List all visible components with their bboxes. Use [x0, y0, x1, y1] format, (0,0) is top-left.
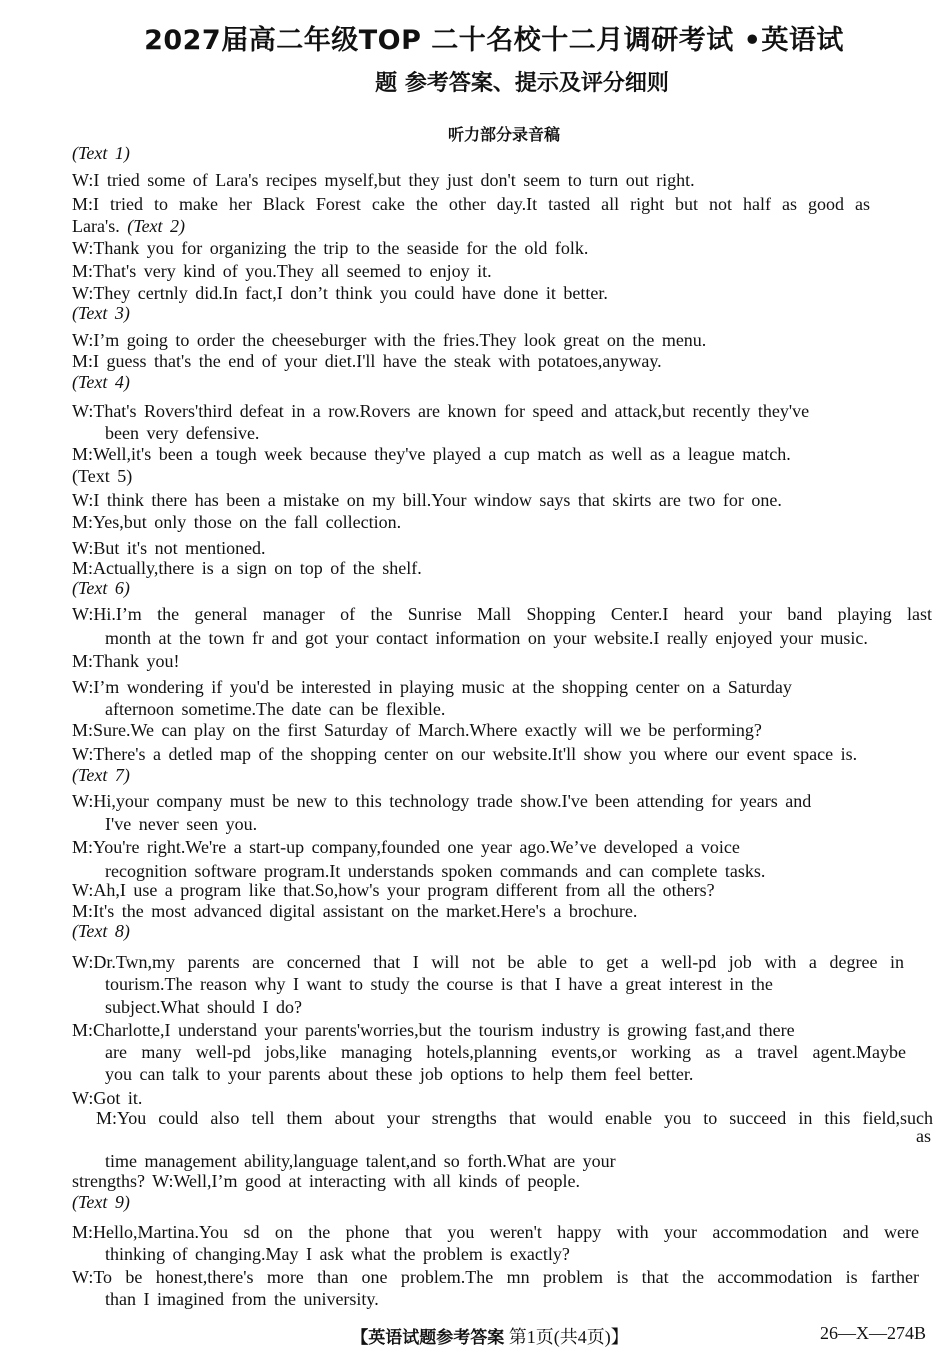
dialogue-line-continued: tourism.The reason why I want to study the course is that I have a great interest in the — [105, 974, 773, 994]
dialogue-line: M:Actually,there is a sign on top of the shelf. — [72, 558, 422, 578]
text-label: (Text 9) — [72, 1192, 130, 1212]
dialogue-line-continued: subject.What should I do? — [105, 997, 302, 1017]
text-label: (Text 2) — [127, 216, 186, 236]
dialogue-line: W:I think there has been a mistake on my bill.Your window says that skirts are two for one. — [72, 490, 782, 510]
dialogue-line: M:It's the most advanced digital assistant on the market.Here's a brochure. — [72, 901, 638, 921]
dialogue-line: M:Yes,but only those on the fall collection. — [72, 512, 402, 532]
dialogue-line-continued: time management ability,language talent,and so forth.What are your — [105, 1151, 616, 1171]
dialogue-fragment: Lara's. — [72, 216, 120, 236]
dialogue-line-continued — [72, 215, 185, 237]
text-label: (Text 3) — [72, 303, 130, 323]
text-label: (Text 6) — [72, 578, 130, 598]
dialogue-line-continued: recognition software program.It understands spoken commands and can complete tasks. — [105, 861, 766, 881]
text-label: (Text 8) — [72, 921, 130, 941]
document-subtitle: 题 参考答案、提示及评分细则 — [375, 71, 669, 96]
page-footer — [0, 1323, 950, 1349]
dialogue-line: strengths? W:Well,I’m good at interacting with all kinds of people. — [72, 1171, 580, 1191]
dialogue-line: W:They certnly did.In fact,I don’t think you could have done it better. — [72, 283, 608, 303]
dialogue-line: M:You could also tell them about your strengths that would enable you to succeed in this field,such — [96, 1108, 933, 1128]
document-title: 2027届高二年级TOP 二十名校十二月调研考试 •英语试 — [144, 25, 844, 56]
text-label: (Text 5) — [72, 466, 133, 486]
footer-page-number: 第1页(共4页)】 — [508, 1327, 629, 1347]
dialogue-line-continued: afternoon sometime.The date can be flexible. — [105, 699, 446, 719]
dialogue-line: M:I tried to make her Black Forest cake the other day.It tasted all right but not half as good as — [72, 194, 870, 214]
dialogue-line: W:Thank you for organizing the trip to the seaside for the old folk. — [72, 238, 589, 258]
dialogue-line-continued: month at the town fr and got your contact information on your website.I really enjoyed your music. — [105, 628, 868, 648]
dialogue-line: M:I guess that's the end of your diet.I'll have the steak with potatoes,anyway. — [72, 351, 662, 371]
dialogue-line: W:Dr.Twn,my parents are concerned that I will not be able to get a well-pd job with a degree in — [72, 952, 904, 972]
text-label: (Text 7) — [72, 765, 130, 785]
dialogue-line: W:To be honest,there's more than one problem.The mn problem is that the accommodation is farther — [72, 1267, 919, 1287]
dialogue-line-continued: as — [916, 1126, 931, 1146]
dialogue-line: W:There's a detled map of the shopping center on our website.It'll show you where our event space is. — [72, 744, 858, 764]
dialogue-line: M:Hello,Martina.You sd on the phone that you weren't happy with your accommodation and were — [72, 1222, 919, 1242]
dialogue-line: M:Thank you! — [72, 651, 180, 671]
dialogue-line: W:Ah,I use a program like that.So,how's your program different from all the others? — [72, 880, 715, 900]
dialogue-line-continued: I've never seen you. — [105, 814, 258, 834]
dialogue-line: M:You're right.We're a start-up company,founded one year ago.We’ve developed a voice — [72, 837, 740, 857]
dialogue-line-continued: you can talk to your parents about these job options to help them feel better. — [105, 1064, 694, 1084]
dialogue-line: W:Hi.I’m the general manager of the Sunrise Mall Shopping Center.I heard your band playing last — [72, 604, 932, 624]
dialogue-line: W:That's Rovers'third defeat in a row.Rovers are known for speed and attack,but recently they've — [72, 401, 810, 421]
dialogue-line-continued: been very defensive. — [105, 423, 260, 443]
dialogue-line: W:Hi,your company must be new to this technology trade show.I've been attending for years and — [72, 791, 812, 811]
dialogue-line: M:Charlotte,I understand your parents'worries,but the tourism industry is growing fast,and there — [72, 1020, 795, 1040]
text-label: (Text 4) — [72, 372, 130, 392]
footer-title: 【英语试题参考答案 — [351, 1328, 505, 1348]
dialogue-line: M:That's very kind of you.They all seemed to enjoy it. — [72, 261, 492, 281]
dialogue-line: M:Sure.We can play on the first Saturday of March.Where exactly will we be performing? — [72, 720, 762, 740]
dialogue-line: W:I tried some of Lara's recipes myself,but they just don't seem to turn out right. — [72, 170, 695, 190]
dialogue-line: W:But it's not mentioned. — [72, 538, 266, 558]
dialogue-line-continued: than I imagined from the university. — [105, 1289, 379, 1309]
footer-code: 26—X—274B — [820, 1323, 927, 1343]
dialogue-line-continued: thinking of changing.May I ask what the problem is exactly? — [105, 1244, 570, 1264]
dialogue-line: W:Got it. — [72, 1088, 143, 1108]
text-label: (Text 1) — [72, 143, 130, 163]
section-heading: 听力部分录音稿 — [447, 125, 560, 144]
dialogue-line-continued: are many well-pd jobs,like managing hotels,planning events,or working as a travel agent.Maybe — [105, 1042, 906, 1062]
dialogue-line: W:I’m going to order the cheeseburger with the fries.They look great on the menu. — [72, 330, 707, 350]
dialogue-line: W:I’m wondering if you'd be interested in playing music at the shopping center on a Saturday — [72, 677, 792, 697]
dialogue-line: M:Well,it's been a tough week because they've played a cup match as well as a league match. — [72, 444, 791, 464]
